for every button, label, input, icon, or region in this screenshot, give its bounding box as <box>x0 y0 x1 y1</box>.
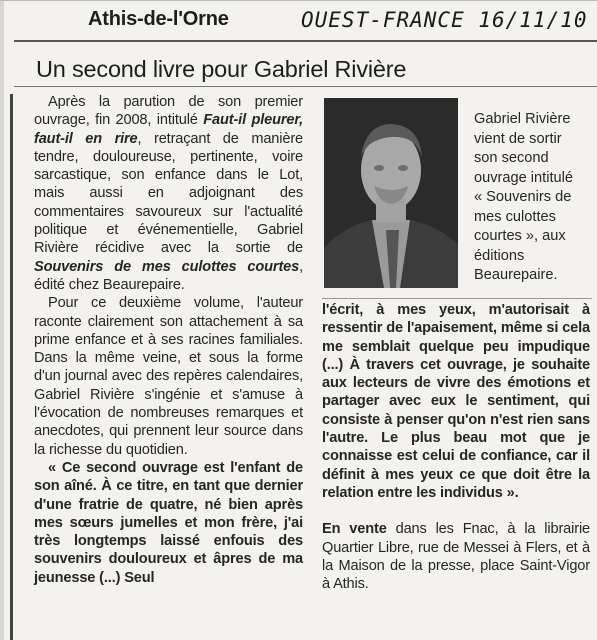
caption-line: son second <box>474 150 549 166</box>
author-portrait-image <box>324 98 458 288</box>
scan-edge <box>0 0 4 640</box>
section-place-name: Athis-de-l'Orne <box>88 8 229 30</box>
caption-line: Beaurepaire. <box>474 267 558 283</box>
caption-line: vient de sortir <box>474 130 562 147</box>
paragraph-1-text-b: , retraçant de manière tendre, douloureuse, pertinente, voire sarcastique, son enfance dans le Lot, mais aussi en adjoignant des commentaires savoureux sur l'actualité politique et événementielle, Gabriel Rivière récidive avec la sortie de <box>34 130 304 257</box>
page-header <box>0 6 597 44</box>
handwritten-source-note: OUEST-FRANCE 16/11/10 <box>301 8 588 32</box>
author-photo <box>324 98 458 288</box>
paragraph-2: Pour ce deuxième volume, l'auteur raconte clairement son attachement à sa prime enfance et à ses racines familiales. Dans la même veine, et sous la forme d'un journal avec des repères calendaires, Gabriel Rivière s'ingénie et s'amuse à l'évocation de nombreuses remarques et anecdotes, qui prennent leur source dans la richesse du quotidien. <box>34 295 303 458</box>
caption-line: éditions <box>474 247 525 264</box>
article-headline: Un second livre pour Gabriel Rivière <box>36 56 407 82</box>
paragraph-1-text-a: Après la parution de son premier ouvrage, fin 2008, intitulé <box>34 94 303 129</box>
second-book-title: Souvenirs de mes culottes courtes <box>34 258 300 275</box>
paragraph-gap <box>322 502 590 520</box>
sale-info <box>322 520 590 593</box>
caption-line: « Souvenirs de <box>474 189 572 205</box>
quote-paragraph-end: l'écrit, à mes yeux, m'autorisait à ressentir de l'apaisement, même si cela me semblait quelque peu impudique (...) À travers cet ouvrage, je souhaite aux lecteurs de vivre des émotions et partager avec eux le sentiment, qui consiste à penser qu'on n'est rien sans l'autre. Le plus beau mot que je connaisse est celui de confiance, car il définit à mes yeux ce que doit être la relation entre les individus ». <box>322 302 590 501</box>
caption-line: Gabriel Rivière <box>474 111 571 127</box>
paragraph-1 <box>34 93 303 294</box>
photo-caption <box>474 110 592 286</box>
article-column-2 <box>322 301 590 593</box>
sale-lead: En vente <box>322 521 387 538</box>
paragraph-1-text-c: , édité chez Beaurepaire. <box>34 258 303 293</box>
caption-line: mes culottes <box>474 208 556 225</box>
caption-line: ouvrage intitulé <box>474 169 573 186</box>
article-column-1 <box>34 93 303 587</box>
first-book-title: Faut-il pleurer, faut-il en rire <box>34 112 303 147</box>
header-rule <box>14 40 597 42</box>
margin-mark <box>10 94 13 640</box>
headline-rule <box>14 86 597 87</box>
caption-line: courtes », aux <box>474 228 566 244</box>
photo-rule <box>322 298 592 299</box>
sale-text: dans les Fnac, à la librairie Quartier Libre, rue de Messei à Flers, et à la Maison de la presse, place Saint-Vigor à Athis. <box>322 521 590 593</box>
quote-paragraph-start: « Ce second ouvrage est l'enfant de son aîné. À ce titre, en tant que dernier d'une fratrie de quatre, né bien après mes sœurs jumelles et mon frère, j'ai très longtemps laissé enfouis des souvenirs douloureux et âpres de ma jeunesse (...) Seul <box>34 459 303 586</box>
top-edge-line <box>0 0 597 1</box>
